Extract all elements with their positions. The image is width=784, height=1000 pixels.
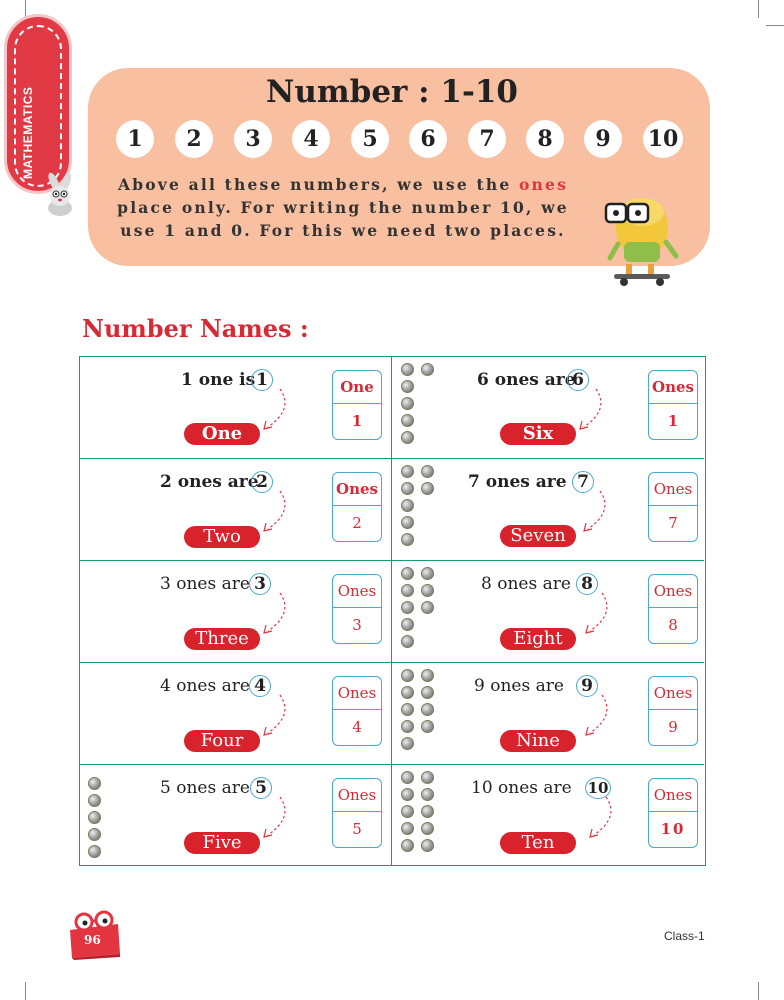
bead-icon	[421, 567, 434, 580]
bead-icon	[421, 822, 434, 835]
number-circle: 1	[116, 120, 154, 158]
intro-line-1	[104, 173, 582, 196]
table-cell	[392, 765, 704, 865]
bead-icon	[401, 533, 414, 546]
number-name-pill: Four	[184, 730, 260, 752]
number-circle: 6	[409, 120, 447, 158]
ones-place-box	[332, 778, 382, 848]
subject-label: MATHEMATICS	[21, 86, 35, 179]
ones-value: 1	[351, 412, 363, 430]
ones-phrase: 8 ones are	[481, 574, 571, 594]
bead-icon	[421, 669, 434, 682]
bead-icon	[401, 380, 414, 393]
bead-icon	[401, 482, 414, 495]
ones-value: 7	[668, 514, 678, 532]
bead-icon	[401, 720, 414, 733]
ones-value: 1	[667, 412, 679, 430]
bead-icon	[421, 703, 434, 716]
table-cell	[392, 663, 704, 765]
table-cell	[392, 459, 704, 561]
bead-icon	[401, 431, 414, 444]
bead-icon	[401, 822, 414, 835]
dashed-arrow-icon	[580, 693, 620, 741]
bead-icon	[401, 805, 414, 818]
bead-icon	[421, 839, 434, 852]
ones-phrase: 3 ones are	[160, 574, 250, 594]
page-title: Number : 1-10	[265, 74, 518, 110]
ones-phrase: 2 ones are	[160, 472, 259, 492]
intro-text: Above all these numbers, we use the	[117, 175, 520, 194]
dashed-arrow-icon	[578, 489, 618, 537]
ones-value: 8	[668, 616, 678, 634]
ones-label: Ones	[649, 575, 697, 608]
crop-mark	[766, 25, 784, 26]
number-row	[116, 120, 686, 160]
ones-label: Ones	[333, 779, 381, 812]
number-ring: 9	[576, 675, 598, 697]
number-ring: 5	[250, 777, 272, 799]
intro-line-2: place only. For writing the number 10, we	[117, 198, 569, 217]
crop-mark	[758, 982, 759, 1000]
number-ring: 10	[585, 777, 611, 799]
ones-phrase: 6 ones are	[477, 370, 576, 390]
ones-place-box	[648, 370, 698, 440]
number-ring: 6	[567, 369, 589, 391]
table-cell	[80, 357, 392, 459]
ones-value: 10	[660, 820, 686, 838]
table-cell	[80, 561, 392, 663]
bead-icon	[401, 771, 414, 784]
bead-icon	[421, 601, 434, 614]
table-cell	[80, 663, 392, 765]
ones-place-box	[332, 472, 382, 542]
bead-icon	[401, 363, 414, 376]
bead-icon	[421, 363, 434, 376]
ones-value: 2	[352, 514, 362, 532]
bead-icon	[401, 618, 414, 631]
crop-mark	[25, 982, 26, 1000]
bead-icon	[88, 794, 101, 807]
table-cell	[392, 561, 704, 663]
number-ring: 8	[576, 573, 598, 595]
bead-icon	[401, 839, 414, 852]
bead-icon	[401, 601, 414, 614]
dashed-arrow-icon	[258, 795, 298, 843]
dashed-arrow-icon	[574, 387, 614, 435]
bead-icon	[401, 703, 414, 716]
ones-label: Ones	[333, 677, 381, 710]
number-circle: 2	[175, 120, 213, 158]
intro-highlight: ones	[519, 175, 569, 194]
bead-icon	[421, 788, 434, 801]
bead-icon	[401, 737, 414, 750]
section-heading: Number Names :	[82, 314, 309, 343]
bead-icon	[421, 584, 434, 597]
bead-icon	[401, 465, 414, 478]
number-circle: 4	[292, 120, 330, 158]
bead-icon	[401, 788, 414, 801]
bead-icon	[421, 465, 434, 478]
number-name-pill: Nine	[500, 730, 576, 752]
dashed-arrow-icon	[258, 591, 298, 639]
ones-label: Ones	[649, 779, 697, 812]
bead-icon	[401, 635, 414, 648]
number-ring: 3	[249, 573, 271, 595]
bead-icon	[421, 805, 434, 818]
number-circle: 3	[234, 120, 272, 158]
number-names-table	[79, 356, 706, 866]
ones-label: Ones	[649, 473, 697, 506]
ones-phrase: 1 one is	[181, 370, 256, 390]
ones-place-box	[648, 472, 698, 542]
bead-icon	[88, 811, 101, 824]
ones-value: 3	[352, 616, 362, 634]
table-cell	[80, 459, 392, 561]
ones-value: 4	[352, 718, 362, 736]
ones-label: Ones	[333, 473, 381, 506]
ones-label: One	[333, 371, 381, 404]
bead-icon	[401, 686, 414, 699]
table-cell	[392, 357, 704, 459]
number-circle: 9	[584, 120, 622, 158]
bead-icon	[88, 777, 101, 790]
number-ring: 1	[251, 369, 273, 391]
bead-icon	[401, 414, 414, 427]
number-circle: 7	[468, 120, 506, 158]
class-label: Class-1	[664, 929, 705, 943]
number-name-pill: Eight	[500, 628, 576, 650]
intro-line-3: use 1 and 0. For this we need two places.	[120, 221, 566, 240]
number-name-pill: Six	[500, 423, 576, 445]
number-ring: 7	[572, 471, 594, 493]
ones-phrase: 9 ones are	[474, 676, 564, 696]
ones-place-box	[332, 574, 382, 644]
ones-value: 9	[668, 718, 678, 736]
bead-icon	[401, 584, 414, 597]
dashed-arrow-icon	[258, 387, 298, 435]
number-name-pill: Three	[184, 628, 260, 650]
bead-icon	[421, 686, 434, 699]
bead-icon	[401, 516, 414, 529]
number-name-pill: Two	[184, 526, 260, 548]
dashed-arrow-icon	[258, 489, 298, 537]
number-name-pill: One	[184, 423, 260, 445]
number-name-pill: Seven	[500, 525, 576, 547]
bead-icon	[88, 828, 101, 841]
ones-value: 5	[352, 820, 362, 838]
number-circle: 10	[643, 120, 683, 158]
crop-mark	[758, 0, 759, 18]
dashed-arrow-icon	[584, 795, 624, 843]
bead-icon	[401, 499, 414, 512]
ones-place-box	[332, 370, 382, 440]
bead-icon	[401, 669, 414, 682]
bead-icon	[421, 771, 434, 784]
table-cell	[80, 765, 392, 865]
ones-phrase: 4 ones are	[160, 676, 250, 696]
ones-place-box	[332, 676, 382, 746]
ones-place-box	[648, 676, 698, 746]
page-number: 96	[84, 933, 101, 947]
ones-place-box	[648, 574, 698, 644]
bead-icon	[401, 567, 414, 580]
ones-label: Ones	[649, 677, 697, 710]
bead-icon	[88, 845, 101, 858]
dashed-arrow-icon	[580, 591, 620, 639]
bunny-mascot-icon	[36, 172, 84, 218]
bead-icon	[421, 482, 434, 495]
number-ring: 2	[251, 471, 273, 493]
number-name-pill: Five	[184, 832, 260, 854]
ones-phrase: 10 ones are	[471, 778, 572, 798]
bead-icon	[421, 720, 434, 733]
number-circle: 8	[526, 120, 564, 158]
dashed-arrow-icon	[258, 693, 298, 741]
ones-place-box	[648, 778, 698, 848]
ones-phrase: 5 ones are	[160, 778, 250, 798]
number-ring: 4	[249, 675, 271, 697]
intro-paragraph	[104, 173, 582, 242]
ones-label: Ones	[333, 575, 381, 608]
ones-phrase: 7 ones are	[468, 472, 567, 492]
number-circle: 5	[351, 120, 389, 158]
number-name-pill: Ten	[500, 832, 576, 854]
skateboard-mascot-icon	[596, 182, 684, 288]
ones-label: Ones	[649, 371, 697, 404]
bead-icon	[401, 397, 414, 410]
